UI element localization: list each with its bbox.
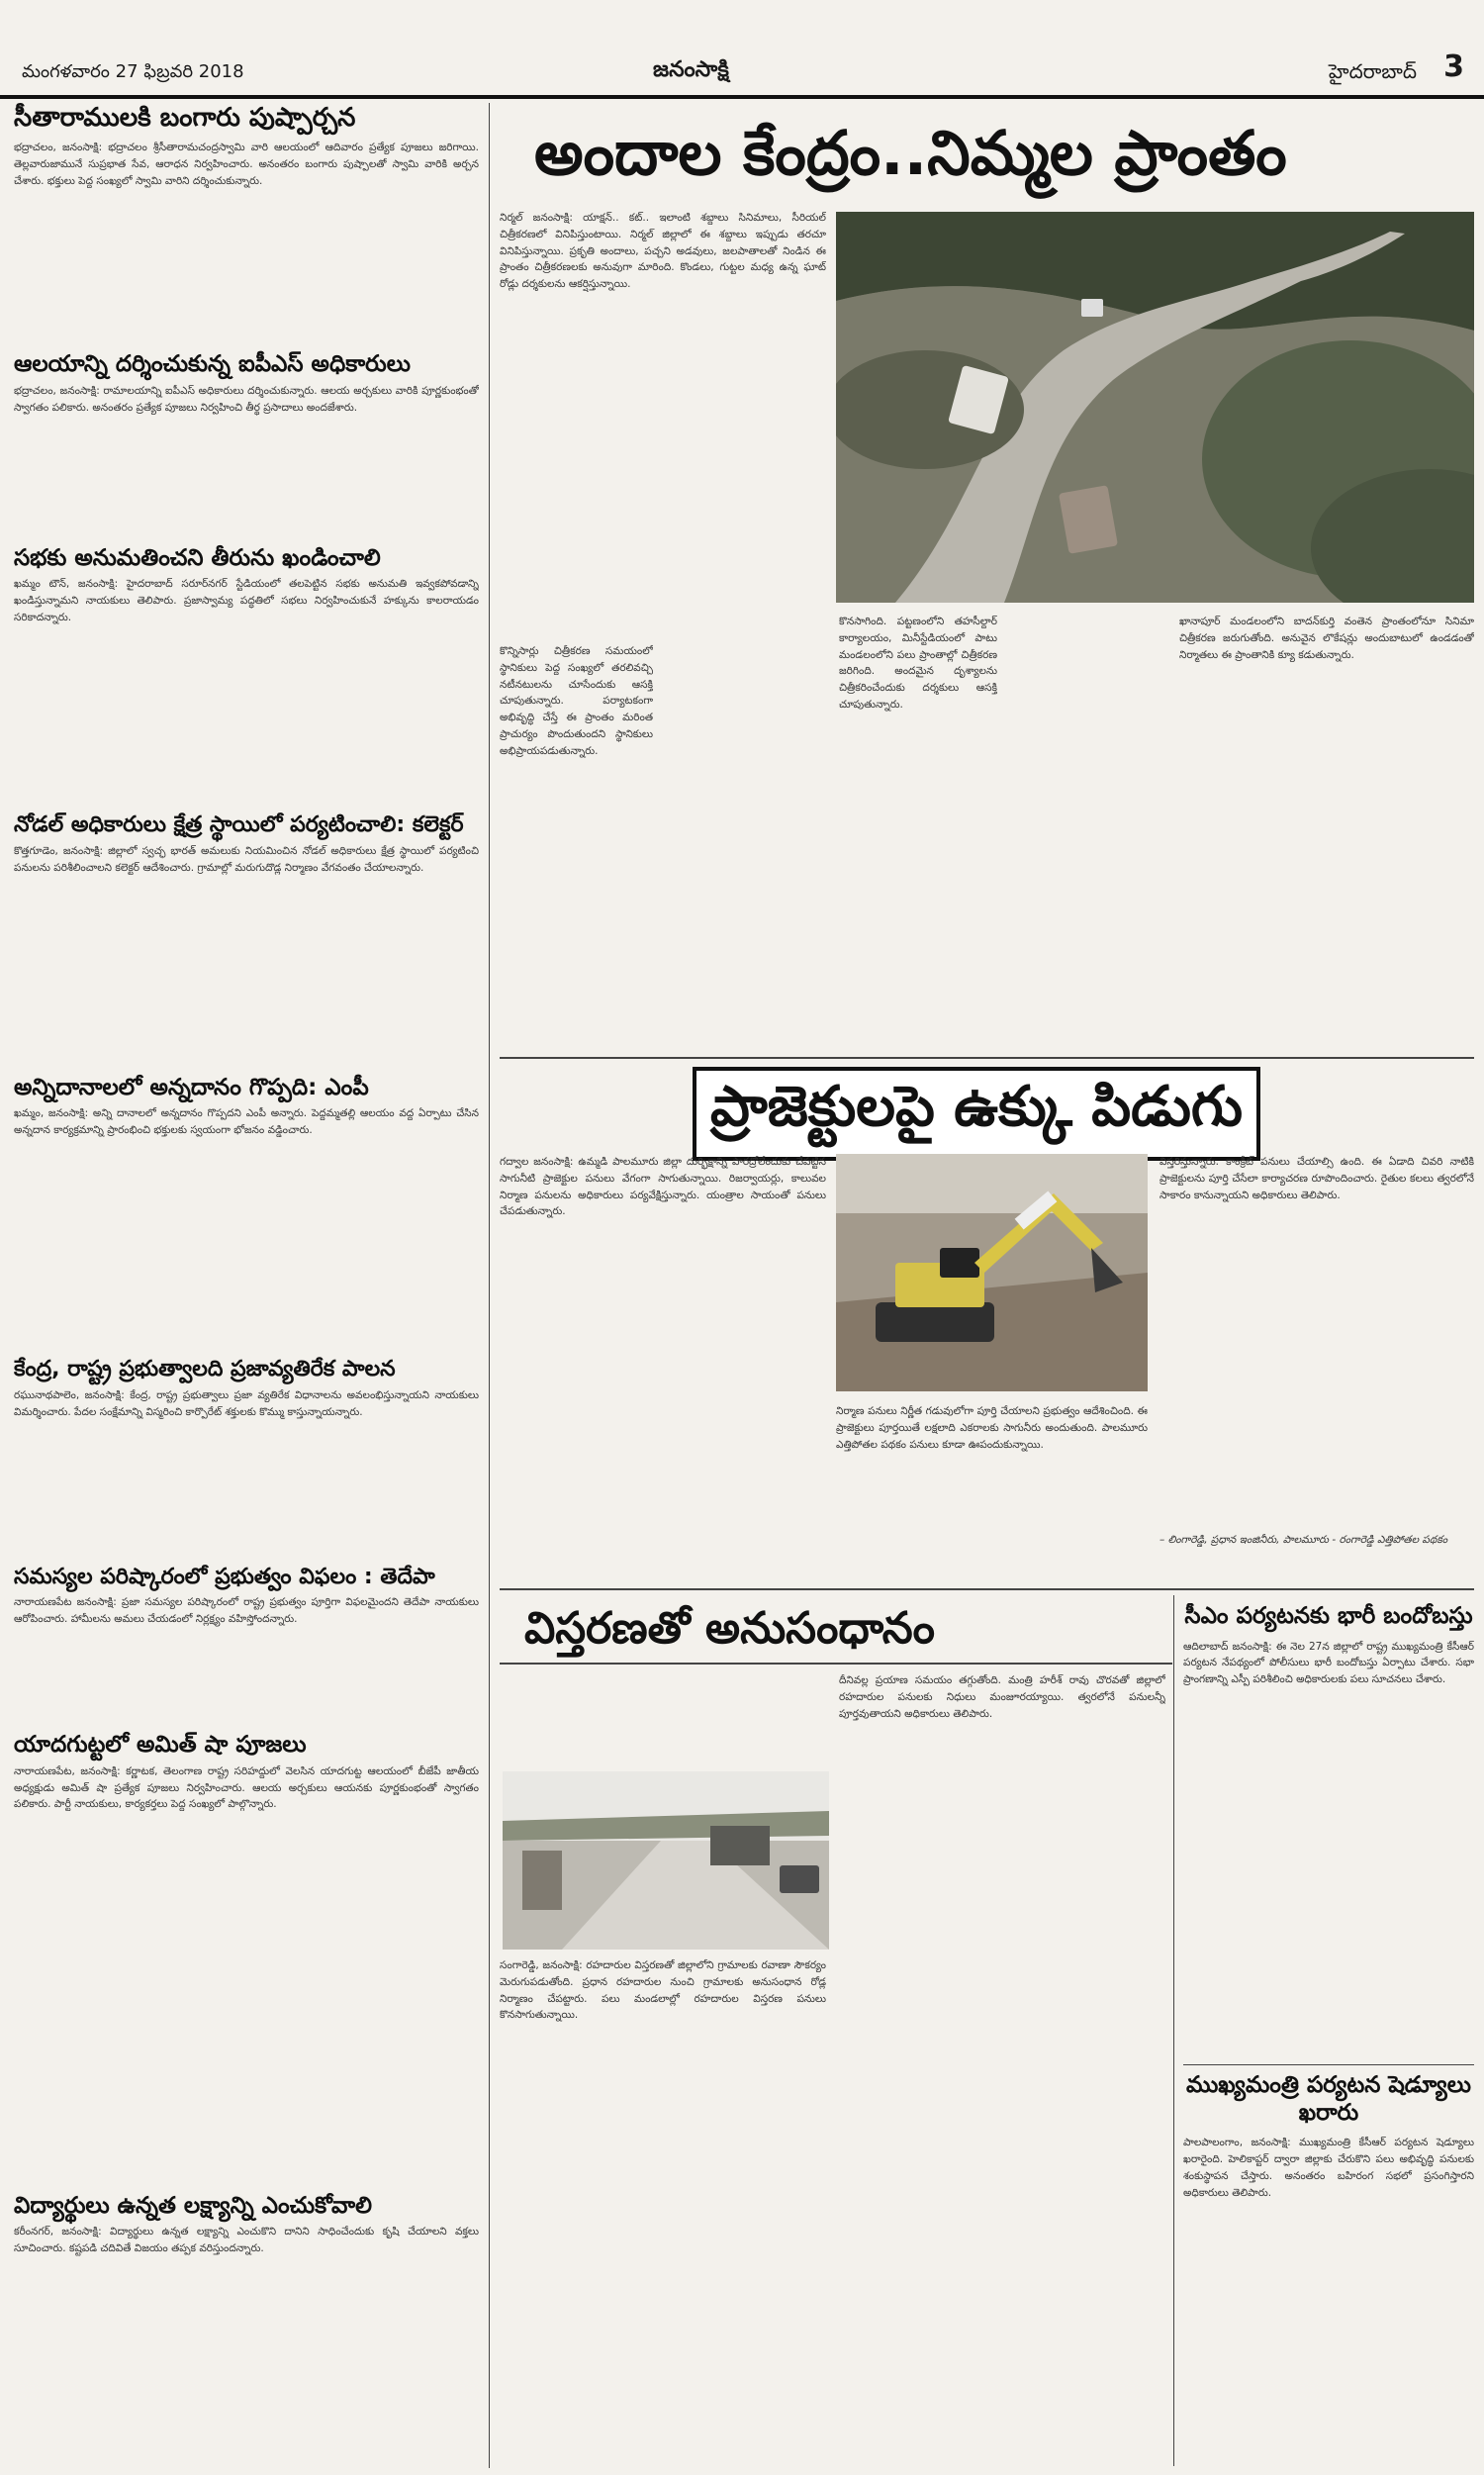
story2-col3: విస్తరిస్తున్నారు. కాంక్రీట్ పనులు చేయాల్సి ఉంది. ఈ ఏడాది చివరి నాటికి ప్రాజెక్టులను పూర్తి చేసేలా కార్యాచరణ రూపొందించారు. రైతుల కలలు త్వరలోనే సాకారం కానున్నాయని అధికారులు తెలిపారు. [1159,1156,1474,1201]
left-story [14,1075,479,1354]
story-body: భద్రాచలం, జనంసాక్షి: భద్రాచలం శ్రీసీతారామచంద్రస్వామి వారి ఆలయంలో ఆదివారం ప్రత్యేక పూజలు జరిగాయి. తెల్లవారుజామునే సుప్రభాత సేవ, ఆరాధన నిర్వహించారు. అనంతరం బంగారు పుష్పాలతో స్వామి వారికి అర్చన చేశారు. భక్తులు పెద్ద సంఖ్యలో స్వామి వారిని దర్శించుకున్నారు. [14,142,479,187]
cm-security-story [1183,1603,1474,2058]
headline-underline [500,1663,1172,1665]
column-divider [1173,1595,1174,2466]
headline: అన్నిదానాలలో అన్నదానం గొప్పది: ఎంపీ [14,1074,369,1100]
left-story [14,1357,479,1560]
story1-col2b [665,643,828,1049]
ghat-road-image [836,212,1474,603]
banner-headline: అందాల కేంద్రం..నిమ్మల ప్రాంతం [534,117,1287,189]
story-body: భద్రాచలం, జనంసాక్షి: రామాలయాన్ని ఐపీఎస్‌ అధికారులు దర్శించుకున్నారు. ఆలయ అర్చకులు వారికి పూర్ణకుంభంతో స్వాగతం పలికారు. అనంతరం ప్రత్యేక పూజలు నిర్వహించి తీర్థ ప్రసాదాలు అందజేశారు. [14,384,479,414]
story1-col3b [1009,614,1167,1049]
story-body: పాలపాలంగాం, జనంసాక్షి: ముఖ్యమంత్రి కేసీఆర్ పర్యటన షెడ్యూలు ఖరారైంది. హెలికాప్టర్ ద్వారా జిల్లాకు చేరుకొని పలు అభివృద్ధి పనులకు శంకుస్థాపన చేస్తారు. అనంతరం బహిరంగ సభలో ప్రసంగిస్తారని అధికారులు తెలిపారు. [1183,2137,1474,2199]
left-story [14,103,479,347]
left-column [14,103,479,2466]
story2-col1b [500,1403,826,1581]
story2-credit: – లింగారెడ్డి, ప్రధాన ఇంజినీరు, పాలమూరు - రంగారెడ్డి ఎత్తిపోతల పథకం [1159,1534,1448,1546]
excavator-image [836,1154,1148,1391]
story-body: నారాయణపేట, జనంసాక్షి: కర్ణాటక, తెలంగాణ రాష్ట్ర సరిహద్దులో వెలసిన యాదగుట్ట ఆలయంలో బీజేపీ జాతీయ అధ్యక్షుడు అమిత్ షా ప్రత్యేక పూజలు నిర్వహించారు. ఆలయ అర్చకులు ఆయనకు పూర్ణకుంభంతో స్వాగతం పలికారు. పార్టీ నాయకులు, కార్యకర్తలు పెద్ద సంఖ్యలో పాల్గొన్నారు. [14,1764,479,1811]
story1-col3: కొనసాగింది. పట్టణంలోని తహసీల్దార్ కార్యాలయం, మినీస్టేడియంలో పాటు మండలంలోని పలు ప్రాంతాల్లో చిత్రీకరణ జరిగింది. అందమైన దృశ్యాలను చిత్రీకరించేందుకు దర్శకులు ఆసక్తి చూపుతున్నారు. [839,616,997,711]
story-body: నారాయణపేట జనంసాక్షి: ప్రజా సమస్యల పరిష్కారంలో రాష్ట్ర ప్రభుత్వం పూర్తిగా విఫలమైందని తెదేపా నాయకులు ఆరోపించారు. హామీలను అమలు చేయడంలో నిర్లక్ష్యం వహిస్తోందన్నారు. [14,1596,479,1625]
story-body: ఆదిలాబాద్ జనంసాక్షి: ఈ నెల 27న జిల్లాలో రాష్ట్ర ముఖ్యమంత్రి కేసీఆర్ పర్యటన నేపథ్యంలో పోలీసులు భారీ బందోబస్తు ఏర్పాటు చేశారు. సభా ప్రాంగణాన్ని ఎస్పీ పరిశీలించి అధికారులకు పలు సూచనలు చేశారు. [1183,1640,1474,1686]
story-body: రఘునాథపాలెం, జనంసాక్షి: కేంద్ర, రాష్ట్ర ప్రభుత్వాలు ప్రజా వ్యతిరేక విధానాలను అవలంభిస్తున్నాయని నాయకులు విమర్శించారు. పేదల సంక్షేమాన్ని విస్మరించి కార్పొరేట్ శక్తులకు కొమ్ము కాస్తున్నాయన్నారు. [14,1388,479,1418]
story3-col1: సంగారెడ్డి, జనంసాక్షి: రహదారుల విస్తరణతో జిల్లాలోని గ్రామాలకు రవాణా సౌకర్యం మెరుగుపడుతోంది. ప్రధాన రహదారుల నుంచి గ్రామాలకు అనుసంధాన రోడ్ల నిర్మాణం చేపట్టారు. పలు మండలాల్లో రహదారుల విస్తరణ పనులు కొనసాగుతున్నాయి. [500,1959,826,2022]
banner-headline: విస్తరణతో అనుసంధానం [524,1603,935,1654]
left-story [14,1732,479,2189]
headline: సభకు అనుమతించని తీరును ఖండించాలి [14,544,381,571]
story3-col2: దీనివల్ల ప్రయాణ సమయం తగ్గుతోంది. మంత్రి హరీశ్ రావు చొరవతో జిల్లాలో రహదారుల పనులకు నిధులు మంజూరయ్యాయి. త్వరలోనే పనులన్నీ పూర్తవుతాయని అధికారులు తెలిపారు. [839,1674,1165,1720]
story1-col4: ఖానాపూర్ మండలంలోని బాదన్‌కుర్తి వంతెన ప్రాంతంలోనూ సినిమా చిత్రీకరణ జరుగుతోంది. అనువైన లొకేషన్లు అందుబాటులో ఉండడంతో నిర్మాతలు ఈ ప్రాంతానికి క్యూ కడుతున్నారు. [1179,616,1474,661]
story1-col1: నిర్మల్ జనంసాక్షి: యాక్షన్.. కట్.. ఇలాంటి శబ్దాలు సినిమాలు, సీరియల్ చిత్రీకరణలో వినిపిస్తుంటాయి. నిర్మల్ జిల్లాలో ఈ శబ్దాలు ఇప్పుడు తరచూ వినిపిస్తున్నాయి. ప్రకృతి అందాలు, పచ్చని అడవులు, జలపాతాలతో నిండిన ఈ ప్రాంతం చిత్రీకరణలకు అనువుగా మారింది. కొండలు, గుట్టల మధ్య ఉన్న ఘాట్ రోడ్లు దర్శకులను ఆకర్షిస్తున్నాయి. [500,212,826,291]
excavator-photo [836,1154,1148,1391]
left-story [14,545,479,809]
story1-col2: కొన్నిసార్లు చిత్రీకరణ సమయంలో స్థానికులు పెద్ద సంఖ్యలో తరలివచ్చి నటీనటులను చూసేందుకు ఆసక్తి చూపుతున్నారు. పర్యాటకంగా అభివృద్ధి చేస్తే ఈ ప్రాంతం మరింత ప్రాచుర్యం పొందుతుందని స్థానికులు అభిప్రాయపడుతున్నారు. [500,645,653,757]
story2-col2: నిర్మాణ పనులు నిర్ణీత గడువులోగా పూర్తి చేయాలని ప్రభుత్వం ఆదేశించింది. ఈ ప్రాజెక్టులు పూర్తయితే లక్షలాది ఎకరాలకు సాగునీరు అందుతుంది. పాలమూరు ఎత్తిపోతల పథకం పనులు కూడా ఊపందుకున్నాయి. [836,1405,1148,1451]
page-header [0,0,1484,99]
page-number: 3 [1443,49,1464,84]
headline: విద్యార్థులు ఉన్నత లక్ష్యాన్ని ఎంచుకోవాలి [14,2192,372,2219]
story-body: ఖమ్మం టౌన్, జనంసాక్షి: హైదరాబాద్ సరూర్‌నగర్ స్టేడియంలో తలపెట్టిన సభకు అనుమతి ఇవ్వకపోవడాన్ని ఖండిస్తున్నామని నాయకులు తెలిపారు. ప్రజాస్వామ్య పద్ధతిలో సభలు నిర్వహించుకునే హక్కును కాలరాయడం సరికాదన్నారు. [14,578,479,623]
ghat-road-photo [836,212,1474,603]
headline: సీఎం పర్యటనకు భారీ బందోబస్తు [1184,1603,1473,1629]
headline: నోడల్‌ అధికారులు క్షేత్ర స్థాయిలో పర్యటించాలి: కలెక్టర్‌ [14,812,464,838]
story3-col1b [839,1957,1165,2467]
section-divider [500,1057,1474,1059]
story2-col1: గద్వాల జనంసాక్షి: ఉమ్మడి పాలమూరు జిల్లా దుర్భిక్షాన్ని పారద్రోలేందుకు చేపట్టిన సాగునీటి ప్రాజెక్టుల పనులు వేగంగా సాగుతున్నాయి. రిజర్వాయర్లు, కాలువల నిర్మాణ పనులను అధికారులు పర్యవేక్షిస్తున్నారు. యంత్రాల సాయంతో పనులు చేపడుతున్నారు. [500,1156,826,1218]
headline: ఆలయాన్ని దర్శించుకున్న ఐపీఎస్‌ అధికారులు [14,351,411,378]
issue-date: మంగళవారం 27 ఫిబ్రవరి 2018 [22,61,244,82]
cm-schedule-story [1183,2072,1474,2468]
section-divider [500,1588,1474,1590]
edition-city: హైదరాబాద్ [1328,59,1417,83]
headline: కేంద్ర, రాష్ట్ర ప్రభుత్వాలది ప్రజావ్యతిరేక పాలన [14,1357,396,1382]
left-story [14,1565,479,1728]
section-divider [1183,2064,1474,2065]
headline: సీతారాములకి బంగారు పుష్పార్చన [14,103,356,133]
banner-headline: ప్రాజెక్టులపై ఉక్కు పిడుగు [693,1067,1260,1161]
road-image [503,1771,829,1950]
headline: ముఖ్యమంత్రి పర్యటన షెడ్యూలు ఖరారు [1186,2072,1471,2126]
headline: యాదగుట్టలో అమిత్‌ షా పూజలు [14,1732,307,1759]
left-story [14,2193,479,2363]
story-body: ఖమ్మం, జనంసాక్షి: అన్ని దానాలలో అన్నదానం గొప్పదని ఎంపీ అన్నారు. పెద్దమ్మతల్లి ఆలయం వద్ద ఏర్పాటు చేసిన అన్నదాన కార్యక్రమాన్ని ప్రారంభించి భక్తులకు స్వయంగా భోజనం వడ్డించారు. [14,1107,479,1137]
left-story [14,351,479,541]
road-photo [503,1771,829,1950]
headline: సమస్యల పరిష్కారంలో ప్రభుత్వం విఫలం : తెదేపా [14,1564,435,1589]
left-story [14,812,479,1070]
story-body: కరీంనగర్, జనంసాక్షి: విద్యార్థులు ఉన్నత లక్ష్యాన్ని ఎంచుకొని దానిని సాధించేందుకు కృషి చేయాలని వక్తలు సూచించారు. కష్టపడి చదివితే విజయం తప్పక వరిస్తుందన్నారు. [14,2226,479,2255]
story-body: కొత్తగూడెం, జనంసాక్షి: జిల్లాలో స్వచ్ఛ భారత్ అమలుకు నియమించిన నోడల్ అధికారులు క్షేత్ర స్థాయిలో పర్యటించి పనులను పరిశీలించాలని కలెక్టర్ ఆదేశించారు. గ్రామాల్లో మరుగుదొడ్ల నిర్మాణం వేగవంతం చేయాలన్నారు. [14,844,479,874]
masthead: జనంసాక్షి [653,57,729,82]
column-divider [489,103,490,2468]
